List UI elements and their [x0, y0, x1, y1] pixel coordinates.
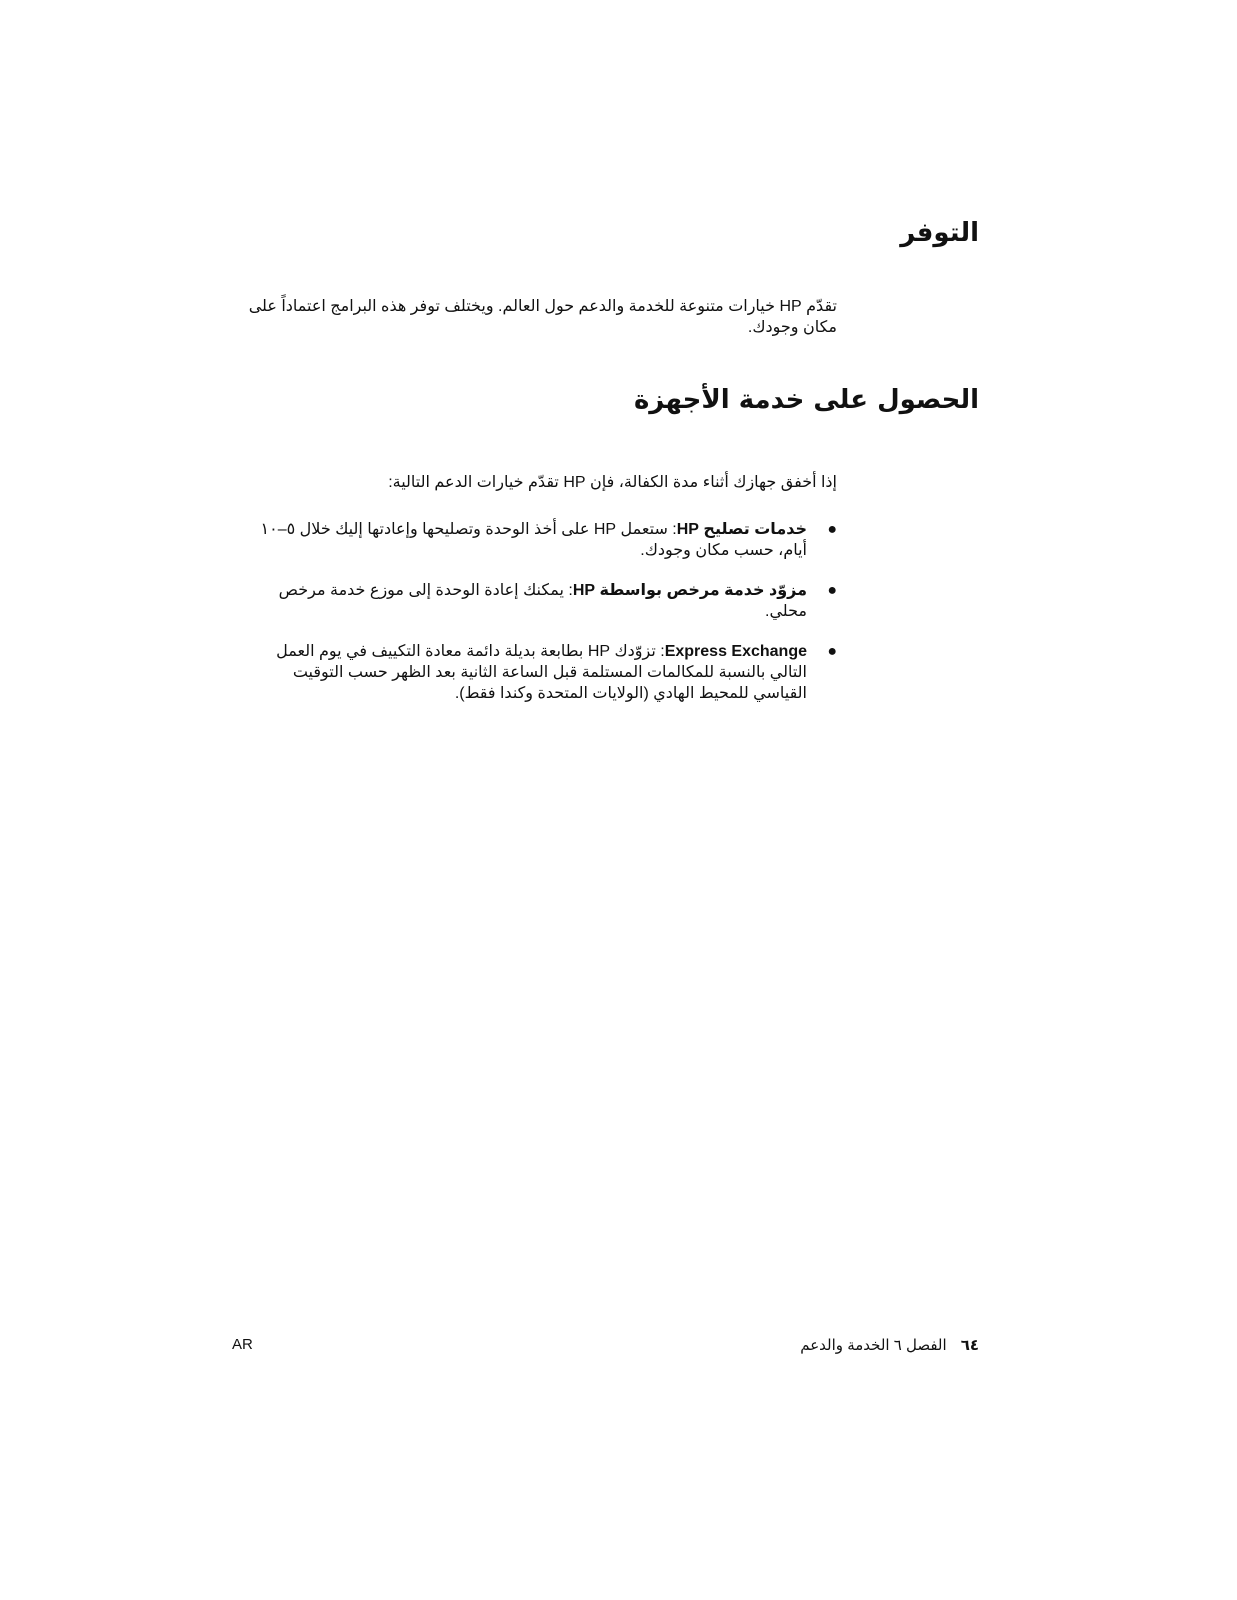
list-item-hp-repair [242, 519, 837, 561]
hardware-service-intro: إذا أخفق جهازك أثناء مدة الكفالة، فإن HP تقدّم خيارات الدعم التالية: [388, 474, 837, 491]
support-options-list [242, 519, 837, 723]
bullet-icon: ● [827, 582, 837, 599]
bullet-icon: ● [827, 521, 837, 538]
footer-language-code: AR [232, 1336, 253, 1353]
chapter-title: الفصل ٦ الخدمة والدعم [800, 1337, 947, 1354]
item-term: خدمات تصليح HP [676, 521, 807, 538]
footer-chapter [800, 1336, 979, 1354]
item-text: : ستعمل HP على أخذ الوحدة وتصليحها وإعادتها إليك خلال ٥–١٠ أيام، حسب مكان وجودك. [260, 521, 807, 559]
availability-paragraph: تقدّم HP خيارات متنوعة للخدمة والدعم حول العالم. ويختلف توفر هذه البرامج اعتماداً على مكان وجودك. [248, 298, 837, 336]
section-title-availability: التوفر [900, 218, 979, 248]
page-number: ٦٤ [960, 1337, 979, 1354]
list-item-express-exchange [242, 641, 837, 704]
item-term: Express Exchange [664, 643, 807, 660]
bullet-icon: ● [827, 643, 837, 660]
item-text: : يمكنك إعادة الوحدة إلى موزع خدمة مرخص محلي. [278, 582, 807, 620]
list-item-authorized-provider [242, 580, 837, 622]
item-text: : تزوّدك HP بطابعة بديلة دائمة معادة التكييف في يوم العمل التالي بالنسبة للمكالمات المستلمة قبل الساعة الثانية بعد الظهر حسب التوقيت القياسي للمحيط الهادي (الولايات المتحدة وكندا فقط). [276, 643, 807, 702]
section-title-hardware-service: الحصول على خدمة الأجهزة [633, 385, 979, 415]
item-term: مزوّد خدمة مرخص بواسطة HP [572, 582, 807, 599]
